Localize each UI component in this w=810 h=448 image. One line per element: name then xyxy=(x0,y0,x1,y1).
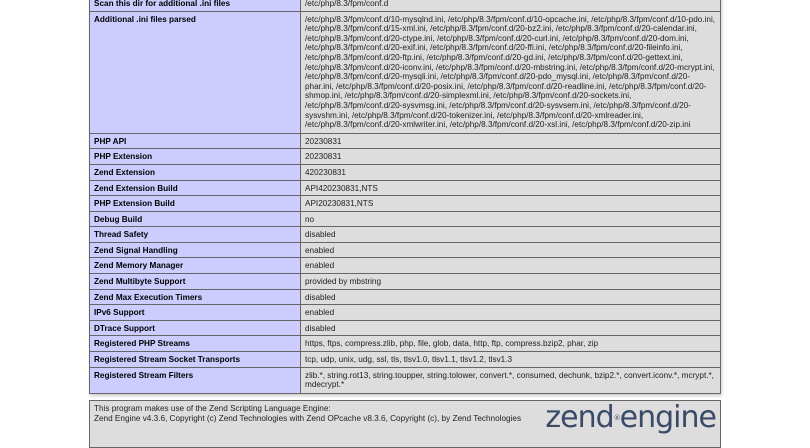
zend-engine-logo[interactable] xyxy=(545,400,716,435)
row-value: /etc/php/8.3/fpm/conf.d xyxy=(301,0,721,11)
table-row xyxy=(90,320,721,336)
phpinfo-core-table xyxy=(89,0,721,394)
row-key: Zend Memory Manager xyxy=(90,258,301,274)
row-key: IPv6 Support xyxy=(90,305,301,321)
table-row xyxy=(90,305,721,321)
table-row xyxy=(90,258,721,274)
table-row xyxy=(90,149,721,165)
table-row xyxy=(90,274,721,290)
table-row xyxy=(90,227,721,243)
row-value: 20230831 xyxy=(301,133,721,149)
row-key: Zend Max Execution Timers xyxy=(90,289,301,305)
row-value: https, ftps, compress.zlib, php, file, glob, data, http, ftp, compress.bzip2, phar, zip xyxy=(301,336,721,352)
row-key: Zend Extension Build xyxy=(90,180,301,196)
row-key: Thread Safety xyxy=(90,227,301,243)
zend-logo-text: zend xyxy=(545,400,614,435)
row-key: Zend Extension xyxy=(90,164,301,180)
row-key: PHP API xyxy=(90,133,301,149)
zend-engine-banner xyxy=(89,400,721,448)
engine-logo-text: engine xyxy=(619,400,716,435)
row-value: tcp, udp, unix, udg, ssl, tls, tlsv1.0, tlsv1.1, tlsv1.2, tlsv1.3 xyxy=(301,352,721,368)
table-row xyxy=(90,164,721,180)
row-key: DTrace Support xyxy=(90,320,301,336)
row-value: /etc/php/8.3/fpm/conf.d/10-mysqlnd.ini, /etc/php/8.3/fpm/conf.d/10-opcache.ini, /etc/php/8.3/fpm/conf.d/10-pdo.ini, /etc/php/8.3/fpm/conf.d/15-xml.ini, /etc/php/8.3/fpm/conf.d/20-bz2.ini, /etc/php/8.3/fpm/conf.d/20-calendar.ini, /etc/php/8.3/fpm/conf.d/20-ctype.ini, /etc/php/8.3/fpm/conf.d/20-curl.ini, /etc/php/8.3/fpm/conf.d/20-dom.ini, /etc/php/8.3/fpm/conf.d/20-exif.ini, /etc/php/8.3/fpm/conf.d/20-ffi.ini, /etc/php/8.3/fpm/conf.d/20-fileinfo.ini, /etc/php/8.3/fpm/conf.d/20-ftp.ini, /etc/php/8.3/fpm/conf.d/20-gd.ini, /etc/php/8.3/fpm/conf.d/20-gettext.ini, /etc/php/8.3/fpm/conf.d/20-iconv.ini, /etc/php/8.3/fpm/conf.d/20-mbstring.ini, /etc/php/8.3/fpm/conf.d/20-mcrypt.ini, /etc/php/8.3/fpm/conf.d/20-mysqli.ini, /etc/php/8.3/fpm/conf.d/20-pdo_mysql.ini, /etc/php/8.3/fpm/conf.d/20-phar.ini, /etc/php/8.3/fpm/conf.d/20-posix.ini, /etc/php/8.3/fpm/conf.d/20-readline.ini, /etc/php/8.3/fpm/conf.d/20-shmop.ini, /etc/php/8.3/fpm/conf.d/20-simplexml.ini, /etc/php/8.3/fpm/conf.d/20-sockets.ini, /etc/php/8.3/fpm/conf.d/20-sysvmsg.ini, /etc/php/8.3/fpm/conf.d/20-sysvsem.ini, /etc/php/8.3/fpm/conf.d/20-sysvshm.ini, /etc/php/8.3/fpm/conf.d/20-tokenizer.ini, /etc/php/8.3/fpm/conf.d/20-xmlreader.ini, /etc/php/8.3/fpm/conf.d/20-xmlwriter.ini, /etc/php/8.3/fpm/conf.d/20-xsl.ini, /etc/php/8.3/fpm/conf.d/20-zip.ini xyxy=(301,11,721,133)
row-value: disabled xyxy=(301,289,721,305)
row-key: Additional .ini files parsed xyxy=(90,11,301,133)
row-value: enabled xyxy=(301,242,721,258)
row-key: Scan this dir for additional .ini files xyxy=(90,0,301,11)
table-row xyxy=(90,211,721,227)
table-row xyxy=(90,242,721,258)
table-row xyxy=(90,180,721,196)
table-row xyxy=(90,289,721,305)
table-row xyxy=(90,11,721,133)
row-key: Zend Multibyte Support xyxy=(90,274,301,290)
row-value: API20230831,NTS xyxy=(301,196,721,212)
registered-mark: ® xyxy=(613,414,620,422)
table-row xyxy=(90,133,721,149)
row-key: PHP Extension Build xyxy=(90,196,301,212)
row-value: 420230831 xyxy=(301,164,721,180)
zend-notice-line: This program makes use of the Zend Scripting Language Engine: xyxy=(94,404,331,413)
table-row xyxy=(90,196,721,212)
table-row xyxy=(90,0,721,11)
row-value: no xyxy=(301,211,721,227)
row-value: disabled xyxy=(301,320,721,336)
row-value: provided by mbstring xyxy=(301,274,721,290)
row-key: Registered PHP Streams xyxy=(90,336,301,352)
row-key: Debug Build xyxy=(90,211,301,227)
row-value: API420230831,NTS xyxy=(301,180,721,196)
row-key: Registered Stream Socket Transports xyxy=(90,352,301,368)
row-key: PHP Extension xyxy=(90,149,301,165)
row-value: enabled xyxy=(301,305,721,321)
table-row xyxy=(90,336,721,352)
row-value: 20230831 xyxy=(301,149,721,165)
table-row xyxy=(90,367,721,393)
zend-version-line: Zend Engine v4.3.6, Copyright (c) Zend Technologies with Zend OPcache v8.3.6, Copyright (c), by Zend Technologies xyxy=(94,413,522,423)
config-table xyxy=(89,0,721,394)
row-key: Zend Signal Handling xyxy=(90,242,301,258)
row-value: zlib.*, string.rot13, string.toupper, string.tolower, convert.*, consumed, dechunk, bzip2.*, convert.iconv.*, mcrypt.*, mdecrypt.* xyxy=(301,367,721,393)
row-key: Registered Stream Filters xyxy=(90,367,301,393)
row-value: enabled xyxy=(301,258,721,274)
row-value: disabled xyxy=(301,227,721,243)
table-row xyxy=(90,352,721,368)
